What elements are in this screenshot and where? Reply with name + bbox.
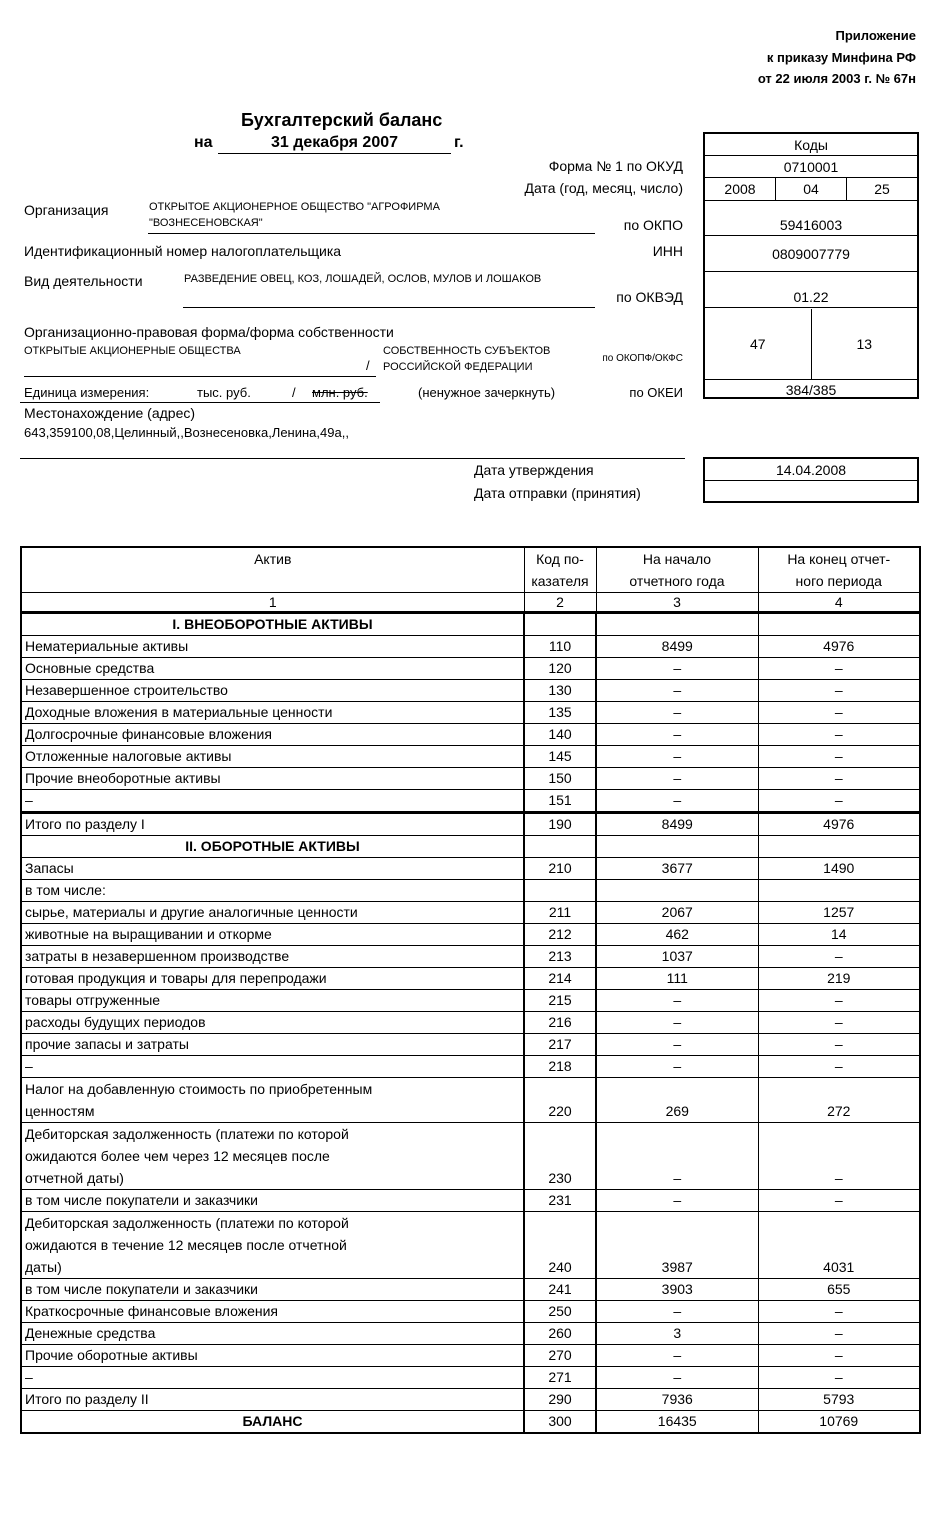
row-label bbox=[21, 1123, 524, 1190]
row-label-line: готовая продукция и товары для перепродажи bbox=[25, 970, 327, 986]
row-code: 214 bbox=[524, 968, 596, 990]
row-label bbox=[21, 702, 524, 724]
row-label bbox=[21, 1078, 524, 1123]
row-code: 130 bbox=[524, 680, 596, 702]
date-suffix: г. bbox=[454, 134, 464, 151]
okpo-code: 59416003 bbox=[705, 201, 917, 236]
section-1-row bbox=[21, 613, 920, 636]
inn-code: 0809007779 bbox=[705, 237, 917, 272]
row-label bbox=[21, 946, 524, 968]
address-value: 643,359100,08,Целинный,,Вознесеновка,Ленина,49а,, bbox=[24, 425, 349, 440]
row-code: 150 bbox=[524, 768, 596, 790]
row-label-line: Итого по разделу II bbox=[25, 1391, 149, 1407]
table-row bbox=[21, 790, 920, 813]
ownership-slash: / bbox=[366, 358, 370, 373]
table-row bbox=[21, 1012, 920, 1034]
row-end-value: – bbox=[758, 946, 920, 968]
approval-date-label: Дата утверждения bbox=[474, 462, 594, 478]
section-end-cell bbox=[758, 613, 920, 636]
row-start-value: – bbox=[596, 658, 758, 680]
row-label-line: – bbox=[25, 1369, 33, 1385]
row-start-value: – bbox=[596, 790, 758, 813]
row-end-value: – bbox=[758, 1190, 920, 1212]
table-row bbox=[21, 1190, 920, 1212]
row-code: 210 bbox=[524, 858, 596, 880]
row-start-value: – bbox=[596, 1123, 758, 1190]
table-row bbox=[21, 702, 920, 724]
row-end-value: 219 bbox=[758, 968, 920, 990]
row-start-value: – bbox=[596, 1301, 758, 1323]
unit-thous: тыс. руб. bbox=[197, 385, 251, 400]
okved-code: 01.22 bbox=[705, 272, 917, 308]
row-start-value: – bbox=[596, 1056, 758, 1078]
row-label-line: товары отгруженные bbox=[25, 992, 161, 1008]
row-label-line: Дебиторская задолженность (платежи по которой bbox=[25, 1215, 349, 1231]
row-code: 270 bbox=[524, 1345, 596, 1367]
table-row bbox=[21, 768, 920, 790]
row-end-value: 4031 bbox=[758, 1212, 920, 1279]
unit-label: Единица измерения: bbox=[24, 385, 150, 400]
approval-date: 14.04.2008 bbox=[705, 459, 917, 481]
row-end-value: 655 bbox=[758, 1279, 920, 1301]
row-end-value: – bbox=[758, 768, 920, 790]
table-row bbox=[21, 658, 920, 680]
row-code: 240 bbox=[524, 1212, 596, 1279]
row-label-line: сырье, материалы и другие аналогичные ценности bbox=[25, 904, 358, 920]
inn-full-label: Идентификационный номер налогоплательщика bbox=[24, 243, 342, 259]
codes-box bbox=[703, 132, 919, 399]
date-month: 04 bbox=[776, 178, 847, 200]
table-row bbox=[21, 636, 920, 658]
row-label bbox=[21, 658, 524, 680]
row-code: 220 bbox=[524, 1078, 596, 1123]
row-end-value: – bbox=[758, 790, 920, 813]
section-start-cell bbox=[596, 613, 758, 636]
row-code: 250 bbox=[524, 1301, 596, 1323]
row-code: 110 bbox=[524, 636, 596, 658]
row-end-value: – bbox=[758, 990, 920, 1012]
row-label-line: ожидаются более чем через 12 месяцев после bbox=[25, 1148, 330, 1164]
row-start-value: – bbox=[596, 1012, 758, 1034]
inn-label: ИНН bbox=[652, 243, 683, 259]
row-label bbox=[21, 990, 524, 1012]
row-end-value: – bbox=[758, 1301, 920, 1323]
date-day: 25 bbox=[874, 181, 890, 197]
okved-label: по ОКВЭД bbox=[616, 289, 683, 305]
row-label-line: в том числе: bbox=[25, 882, 106, 898]
table-row bbox=[21, 1279, 920, 1301]
row-label bbox=[21, 1301, 524, 1323]
row-label bbox=[21, 1279, 524, 1301]
row-end-value: – bbox=[758, 724, 920, 746]
row-label bbox=[21, 902, 524, 924]
row-start-value: 3 bbox=[596, 1323, 758, 1345]
row-end-value: – bbox=[758, 1345, 920, 1367]
row-start-value: 1037 bbox=[596, 946, 758, 968]
row-label-line: отчетной даты) bbox=[25, 1170, 124, 1186]
row-code: 217 bbox=[524, 1034, 596, 1056]
row-start-value: 111 bbox=[596, 968, 758, 990]
row-code: 290 bbox=[524, 1389, 596, 1411]
index-1: 1 bbox=[21, 593, 524, 613]
row-label-line: Основные средства bbox=[25, 660, 155, 676]
row-label-line: Прочие внеоборотные активы bbox=[25, 770, 221, 786]
table-row bbox=[21, 1034, 920, 1056]
row-label bbox=[21, 880, 524, 902]
row-start-value: – bbox=[596, 702, 758, 724]
row-label bbox=[21, 1034, 524, 1056]
row-label bbox=[21, 1056, 524, 1078]
row-start-value: – bbox=[596, 1345, 758, 1367]
row-end-value: 4976 bbox=[758, 813, 920, 836]
row-start-value: 269 bbox=[596, 1078, 758, 1123]
row-end-value: 5793 bbox=[758, 1389, 920, 1411]
row-start-value: – bbox=[596, 768, 758, 790]
row-label bbox=[21, 1367, 524, 1389]
row-label-line: затраты в незавершенном производстве bbox=[25, 948, 290, 964]
row-label bbox=[21, 858, 524, 880]
table-row bbox=[21, 1123, 920, 1190]
form-label: Форма № 1 по ОКУД bbox=[548, 158, 683, 174]
section-end-cell bbox=[758, 836, 920, 858]
page-title: Бухгалтерский баланс bbox=[241, 110, 443, 130]
header-code: Код по- казателя bbox=[524, 547, 596, 593]
legal-form-label: Организационно-правовая форма/форма собственности bbox=[24, 324, 394, 340]
row-end-value: – bbox=[758, 680, 920, 702]
row-label bbox=[21, 790, 524, 813]
table-row bbox=[21, 1301, 920, 1323]
row-label-line: расходы будущих периодов bbox=[25, 1014, 206, 1030]
row-label-line: в том числе покупатели и заказчики bbox=[25, 1281, 258, 1297]
row-label-line: Запасы bbox=[25, 860, 74, 876]
table-row bbox=[21, 1345, 920, 1367]
row-label-line: Налог на добавленную стоимость по приобретенным bbox=[25, 1081, 373, 1097]
date-codes bbox=[705, 178, 917, 201]
row-start-value: – bbox=[596, 1034, 758, 1056]
section-title: II. ОБОРОТНЫЕ АКТИВЫ bbox=[21, 836, 524, 858]
table-row bbox=[21, 858, 920, 880]
row-start-value: 2067 bbox=[596, 902, 758, 924]
table-row bbox=[21, 813, 920, 836]
table-row bbox=[21, 1078, 920, 1123]
table-row bbox=[21, 1212, 920, 1279]
row-start-value: – bbox=[596, 1367, 758, 1389]
row-end-value: 4976 bbox=[758, 636, 920, 658]
table-row bbox=[21, 968, 920, 990]
row-label-line: даты) bbox=[25, 1259, 62, 1275]
row-code: 213 bbox=[524, 946, 596, 968]
row-end-value bbox=[758, 880, 920, 902]
row-end-value: – bbox=[758, 1012, 920, 1034]
row-code: 120 bbox=[524, 658, 596, 680]
row-label-line: животные на выращивании и откорме bbox=[25, 926, 272, 942]
balance-table bbox=[20, 546, 921, 1434]
row-label bbox=[21, 924, 524, 946]
table-row bbox=[21, 1367, 920, 1389]
header-start: На начало отчетного года bbox=[596, 547, 758, 593]
row-code: 211 bbox=[524, 902, 596, 924]
row-start-value: 3677 bbox=[596, 858, 758, 880]
row-start-value: 8499 bbox=[596, 636, 758, 658]
row-start-value: 16435 bbox=[596, 1411, 758, 1434]
row-label bbox=[21, 968, 524, 990]
table-row bbox=[21, 1411, 920, 1434]
appendix-line-3: от 22 июля 2003 г. № 67н bbox=[757, 71, 916, 86]
row-end-value: – bbox=[758, 702, 920, 724]
report-date: 31 декабря 2007 bbox=[270, 134, 399, 151]
table-row bbox=[21, 724, 920, 746]
table-row bbox=[21, 1389, 920, 1411]
okopf-label: по ОКОПФ/ОКФС bbox=[602, 353, 683, 364]
date-year: 2008 bbox=[705, 178, 776, 200]
row-start-value: – bbox=[596, 990, 758, 1012]
ownership-2: РОССИЙСКОЙ ФЕДЕРАЦИИ bbox=[383, 361, 533, 373]
appendix-line-2: к приказу Минфина РФ bbox=[766, 50, 916, 65]
header-end: На конец отчет- ного периода bbox=[758, 547, 920, 593]
row-label bbox=[21, 768, 524, 790]
date-prefix: на bbox=[194, 134, 213, 151]
row-start-value: – bbox=[596, 1190, 758, 1212]
row-code: 190 bbox=[524, 813, 596, 836]
table-row bbox=[21, 746, 920, 768]
row-code: 216 bbox=[524, 1012, 596, 1034]
section-start-cell bbox=[596, 836, 758, 858]
activity-value: РАЗВЕДЕНИЕ ОВЕЦ, КОЗ, ЛОШАДЕЙ, ОСЛОВ, МУЛОВ И ЛОШАКОВ bbox=[184, 273, 542, 285]
index-3: 3 bbox=[596, 593, 758, 613]
table-row bbox=[21, 880, 920, 902]
row-label bbox=[21, 1389, 524, 1411]
section-code-cell bbox=[524, 613, 596, 636]
row-code: 215 bbox=[524, 990, 596, 1012]
row-start-value: 7936 bbox=[596, 1389, 758, 1411]
header-asset: Актив bbox=[21, 547, 524, 593]
table-row bbox=[21, 1323, 920, 1345]
row-end-value: 14 bbox=[758, 924, 920, 946]
send-date-label: Дата отправки (принятия) bbox=[474, 485, 641, 501]
section-code-cell bbox=[524, 836, 596, 858]
row-end-value: – bbox=[758, 1034, 920, 1056]
row-end-value: – bbox=[758, 746, 920, 768]
org-label: Организация bbox=[24, 202, 109, 218]
row-label bbox=[21, 1411, 524, 1434]
row-start-value: 462 bbox=[596, 924, 758, 946]
row-code: 230 bbox=[524, 1123, 596, 1190]
okei-code: 384/385 bbox=[785, 381, 837, 398]
row-start-value bbox=[596, 880, 758, 902]
section-2-row bbox=[21, 836, 920, 858]
legal-form-value: ОТКРЫТЫЕ АКЦИОНЕРНЫЕ ОБЩЕСТВА bbox=[24, 345, 241, 357]
row-label-line: Нематериальные активы bbox=[25, 638, 189, 654]
row-label-line: Итого по разделу I bbox=[25, 816, 145, 832]
row-label-line: Отложенные налоговые активы bbox=[25, 748, 232, 764]
unit-mln: млн. руб. bbox=[312, 385, 368, 400]
row-label-line: – bbox=[25, 792, 33, 808]
index-4: 4 bbox=[758, 593, 920, 613]
row-end-value: 272 bbox=[758, 1078, 920, 1123]
row-code: 241 bbox=[524, 1279, 596, 1301]
row-end-value: 1257 bbox=[758, 902, 920, 924]
okud-code: 0710001 bbox=[705, 156, 917, 178]
unit-note: (ненужное зачеркнуть) bbox=[418, 385, 556, 400]
row-label-line: Долгосрочные финансовые вложения bbox=[25, 726, 272, 742]
row-code: 151 bbox=[524, 790, 596, 813]
row-end-value: 1490 bbox=[758, 858, 920, 880]
row-end-value: – bbox=[758, 1056, 920, 1078]
okopf-code: 47 bbox=[705, 309, 812, 379]
ownership-1: СОБСТВЕННОСТЬ СУБЪЕКТОВ bbox=[383, 345, 551, 357]
row-label-line: Денежные средства bbox=[25, 1325, 156, 1341]
row-label bbox=[21, 680, 524, 702]
index-2: 2 bbox=[524, 593, 596, 613]
okfs-code: 13 bbox=[856, 336, 873, 352]
row-label bbox=[21, 813, 524, 836]
row-code: 231 bbox=[524, 1190, 596, 1212]
okei-label: по ОКЕИ bbox=[629, 385, 683, 400]
row-code: 300 bbox=[524, 1411, 596, 1434]
row-code bbox=[524, 880, 596, 902]
row-label-line: ожидаются в течение 12 месяцев после отчетной bbox=[25, 1237, 347, 1253]
row-code: 271 bbox=[524, 1367, 596, 1389]
row-start-value: 3903 bbox=[596, 1279, 758, 1301]
row-label bbox=[21, 1012, 524, 1034]
appendix-line-1: Приложение bbox=[835, 28, 916, 43]
row-label-line: прочие запасы и затраты bbox=[25, 1036, 189, 1052]
row-label-line: Незавершенное строительство bbox=[25, 682, 228, 698]
row-code: 212 bbox=[524, 924, 596, 946]
row-end-value: – bbox=[758, 658, 920, 680]
row-label bbox=[21, 636, 524, 658]
row-label bbox=[21, 1190, 524, 1212]
row-label-line: – bbox=[25, 1058, 33, 1074]
row-label-line: в том числе покупатели и заказчики bbox=[25, 1192, 258, 1208]
send-date bbox=[705, 481, 917, 502]
table-row bbox=[21, 946, 920, 968]
row-code: 218 bbox=[524, 1056, 596, 1078]
row-label-line: Дебиторская задолженность (платежи по которой bbox=[25, 1126, 349, 1142]
codes-header: Коды bbox=[705, 134, 917, 156]
table-row bbox=[21, 680, 920, 702]
row-start-value: 3987 bbox=[596, 1212, 758, 1279]
row-label bbox=[21, 1212, 524, 1279]
row-label bbox=[21, 1345, 524, 1367]
row-end-value: 10769 bbox=[758, 1411, 920, 1434]
row-label-line: Прочие оборотные активы bbox=[25, 1347, 198, 1363]
row-start-value: – bbox=[596, 746, 758, 768]
row-label bbox=[21, 724, 524, 746]
row-label-line: БАЛАНС bbox=[242, 1413, 303, 1429]
row-label bbox=[21, 746, 524, 768]
row-code: 260 bbox=[524, 1323, 596, 1345]
row-label bbox=[21, 1323, 524, 1345]
okpo-label: по ОКПО bbox=[623, 217, 683, 233]
row-start-value: – bbox=[596, 680, 758, 702]
org-name-2: "ВОЗНЕСЕНОВСКАЯ" bbox=[149, 217, 263, 229]
unit-slash: / bbox=[292, 385, 296, 400]
row-code: 135 bbox=[524, 702, 596, 724]
activity-label: Вид деятельности bbox=[24, 273, 143, 289]
table-row bbox=[21, 902, 920, 924]
table-row bbox=[21, 1056, 920, 1078]
row-code: 140 bbox=[524, 724, 596, 746]
dates-box bbox=[703, 457, 919, 503]
index-row bbox=[21, 593, 920, 613]
location-label: Местонахождение (адрес) bbox=[24, 405, 196, 421]
row-label-line: ценностям bbox=[25, 1103, 95, 1119]
date-label: Дата (год, месяц, число) bbox=[524, 180, 683, 196]
section-title: I. ВНЕОБОРОТНЫЕ АКТИВЫ bbox=[21, 613, 524, 636]
org-name-1: ОТКРЫТОЕ АКЦИОНЕРНОЕ ОБЩЕСТВО "АГРОФИРМА bbox=[149, 201, 440, 213]
row-start-value: 8499 bbox=[596, 813, 758, 836]
table-row bbox=[21, 924, 920, 946]
okopf-okfs-codes bbox=[705, 309, 917, 380]
table-header bbox=[21, 547, 920, 593]
row-start-value: – bbox=[596, 724, 758, 746]
row-code: 145 bbox=[524, 746, 596, 768]
row-label-line: Доходные вложения в материальные ценности bbox=[25, 704, 333, 720]
row-end-value: – bbox=[758, 1323, 920, 1345]
row-end-value: – bbox=[758, 1123, 920, 1190]
row-label-line: Краткосрочные финансовые вложения bbox=[25, 1303, 278, 1319]
row-end-value: – bbox=[758, 1367, 920, 1389]
table-row bbox=[21, 990, 920, 1012]
